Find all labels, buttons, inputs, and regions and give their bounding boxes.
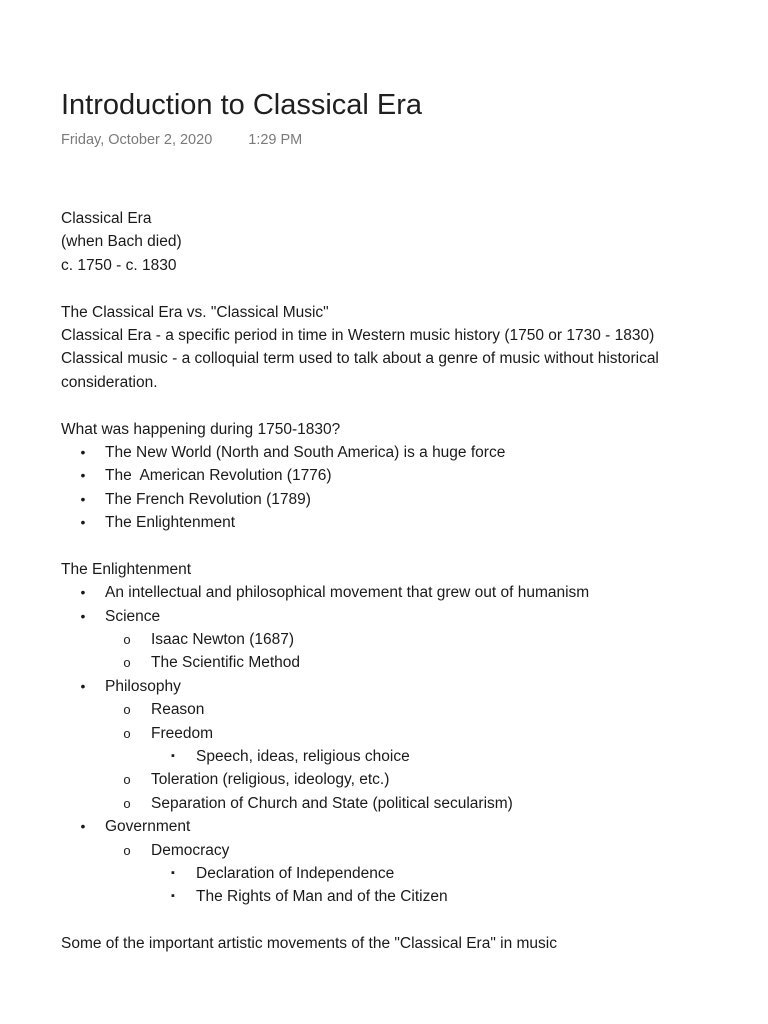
list-item-text: Government <box>105 818 191 836</box>
list-item-text: The Scientific Method <box>151 654 301 672</box>
classical-era-definition: Classical Era - a specific period in time in Western music history (1750 or 1730 - 1830) <box>61 326 655 344</box>
square-bullet-icon: ▪ <box>171 866 175 879</box>
list-item-text: Democracy <box>151 841 230 859</box>
list-item <box>61 651 751 674</box>
circle-bullet-icon: o <box>123 725 131 741</box>
circle-bullet-icon: o <box>123 772 131 788</box>
list-item <box>61 698 751 721</box>
bullet-icon: • <box>80 818 86 835</box>
note-body <box>61 207 751 956</box>
list-item-text: Isaac Newton (1687) <box>151 631 295 649</box>
happening-heading: What was happening during 1750-1830? <box>61 420 341 438</box>
bullet-icon: • <box>80 467 86 484</box>
intro-line: (when Bach died) <box>61 233 182 251</box>
spacer <box>61 909 751 932</box>
list-item <box>61 885 751 908</box>
list-item <box>61 768 751 791</box>
list-item <box>61 441 751 464</box>
circle-bullet-icon: o <box>123 632 131 648</box>
list-item <box>61 839 751 862</box>
intro-line: c. 1750 - c. 1830 <box>61 256 177 274</box>
list-item <box>61 792 751 815</box>
list-item <box>61 862 751 885</box>
bullet-icon: • <box>80 607 86 624</box>
classical-music-definition: Classical music - a colloquial term used to talk about a genre of music without historical consideration. <box>61 350 659 391</box>
square-bullet-icon: ▪ <box>171 750 175 763</box>
spacer <box>61 277 751 300</box>
list-item-text: The Enlightenment <box>105 514 236 532</box>
bullet-icon: • <box>80 584 86 601</box>
enlightenment-heading: The Enlightenment <box>61 560 192 578</box>
list-item <box>61 675 751 698</box>
list-item-text: The Rights of Man and of the Citizen <box>196 888 448 906</box>
list-item <box>61 815 751 838</box>
list-item-text: Toleration (religious, ideology, etc.) <box>151 771 390 789</box>
page-meta <box>61 130 302 150</box>
intro-line: Classical Era <box>61 210 152 227</box>
list-item <box>61 488 751 511</box>
list-item <box>61 722 751 745</box>
list-item <box>61 605 751 628</box>
page-title: Introduction to Classical Era <box>61 89 423 121</box>
list-item-text: Speech, ideas, religious choice <box>196 748 410 766</box>
circle-bullet-icon: o <box>123 795 131 811</box>
spacer <box>61 394 751 417</box>
list-item <box>61 581 751 604</box>
bullet-icon: • <box>80 514 86 531</box>
list-item-text: Freedom <box>151 724 214 742</box>
list-item-text: Declaration of Independence <box>196 864 395 882</box>
page-time: 1:29 PM <box>248 132 303 148</box>
page-date: Friday, October 2, 2020 <box>61 132 213 148</box>
bullet-icon: • <box>80 443 86 460</box>
list-item <box>61 628 751 651</box>
list-item <box>61 745 751 768</box>
spacer <box>61 535 751 558</box>
list-item-text: Science <box>105 607 161 625</box>
circle-bullet-icon: o <box>123 655 131 671</box>
circle-bullet-icon: o <box>123 842 131 858</box>
list-item <box>61 511 751 534</box>
bullet-icon: • <box>80 677 86 694</box>
list-item-text: Reason <box>151 701 205 719</box>
bullet-icon: • <box>80 490 86 507</box>
list-item-text: Philosophy <box>105 677 181 695</box>
comparison-heading: The Classical Era vs. "Classical Music" <box>61 303 329 321</box>
square-bullet-icon: ▪ <box>171 890 175 903</box>
list-item <box>61 464 751 487</box>
circle-bullet-icon: o <box>123 702 131 718</box>
closing-line: Some of the important artistic movements of the "Classical Era" in music <box>61 935 557 953</box>
list-item-text: An intellectual and philosophical movement that grew out of humanism <box>105 584 590 602</box>
list-item-text: The New World (North and South America) is a huge force <box>105 443 506 461</box>
list-item-text: The American Revolution (1776) <box>105 467 332 485</box>
list-item-text: The French Revolution (1789) <box>105 490 311 508</box>
list-item-text: Separation of Church and State (political secularism) <box>151 794 513 812</box>
